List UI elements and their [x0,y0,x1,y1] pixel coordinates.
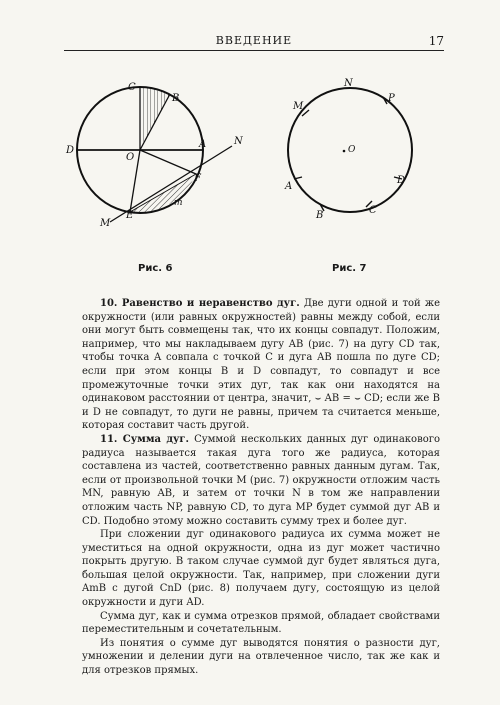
label-n-fig7: N [344,78,353,89]
radius-of [140,150,196,174]
label-m-fig6: M [100,218,111,229]
label-n-fig6: N [234,136,243,147]
paragraph [82,297,440,433]
label-b-fig6: B [172,93,180,104]
label-f-fig6: F [194,173,201,184]
label-d-fig6: D [66,145,75,156]
label-p-fig7: P [388,93,395,104]
label-o-fig6: O [126,152,135,163]
body-text [82,297,440,678]
page-number: 17 [428,34,444,48]
paragraph-text: Две дуги одной и той же окружности (или равных окружностей) равны между собой, если они могут быть совмещены так, что их концы совпадут. Положим, например, что мы накладываем дугу AB (рис. 7) на дугу CD так, чтобы точка A совпала с точкой C и дуга AB пошла по дуге CD; если при этом концы B и D совпадут, то совпадут и все промежуточные точки этих дуг, так как они находятся на одинаковом расстоянии от центра, значит, ⌣ AB = ⌣ CD; если же B и D не совпадут, то дуги не равны, причем та считается меньше, которая составит часть другой. [82,298,440,432]
section-heading: 11. Сумма дуг. [100,433,190,445]
label-m-fig7: M [293,101,304,112]
paragraph-text: При сложении дуг одинакового радиуса их сумма может не уместиться на одной окружности, одна из дуг может частично покрыть другую. В таком случае суммой дуг будет являться дуга, большая целой окружности. Так, например, при сложении дуги AmB с дугой CnD (рис. 8) получаем дугу, состоящую из целой окружности и дуги AD. [82,529,440,609]
label-o-fig7: O [348,145,356,155]
paragraph [82,433,440,528]
figure-7-caption: Рис. 7 [332,263,367,274]
figure-6-caption: Рис. 6 [138,263,173,274]
label-c-fig6: C [128,82,136,93]
label-e-fig6: E [126,210,134,221]
paragraph [82,610,440,637]
paragraph-text: Из понятия о сумме дуг выводятся понятия о разности дуг, умножении и делении дуги на отвлеченное число, так же как и для отрезков прямых. [82,637,440,677]
paragraph-text: Сумма дуг, как и сумма отрезков прямой, обладает свойствами переместительным и сочетательным. [82,610,440,636]
center-o-dot [343,150,346,153]
label-m-lower-fig6: m [174,198,183,208]
label-d-fig7: D [397,175,406,186]
figure-6 [77,87,232,222]
label-a-fig7: A [285,181,293,192]
paragraph [82,637,440,678]
label-a-fig6: A [199,139,207,150]
label-c-fig7: C [369,205,377,216]
label-b-fig7: B [316,210,324,221]
section-heading: 10. Равенство и неравенство дуг. [100,298,300,309]
paragraph-text: Суммой нескольких данных дуг одинакового радиуса называется такая дуга того же радиуса, которая составлена из частей, соответственно равных данным дугам. Так, если от произвольной точки M (рис. 7) окружности отложим часть MN, равную AB, и затем от точки N в том же направлении отложим часть NP, равную CD, то дуга MP будет суммой дуг AB и CD. Подобно этому можно составить сумму трех и более дуг. [82,433,440,527]
running-title: ВВЕДЕНИЕ [215,34,293,47]
paragraph [82,528,440,610]
